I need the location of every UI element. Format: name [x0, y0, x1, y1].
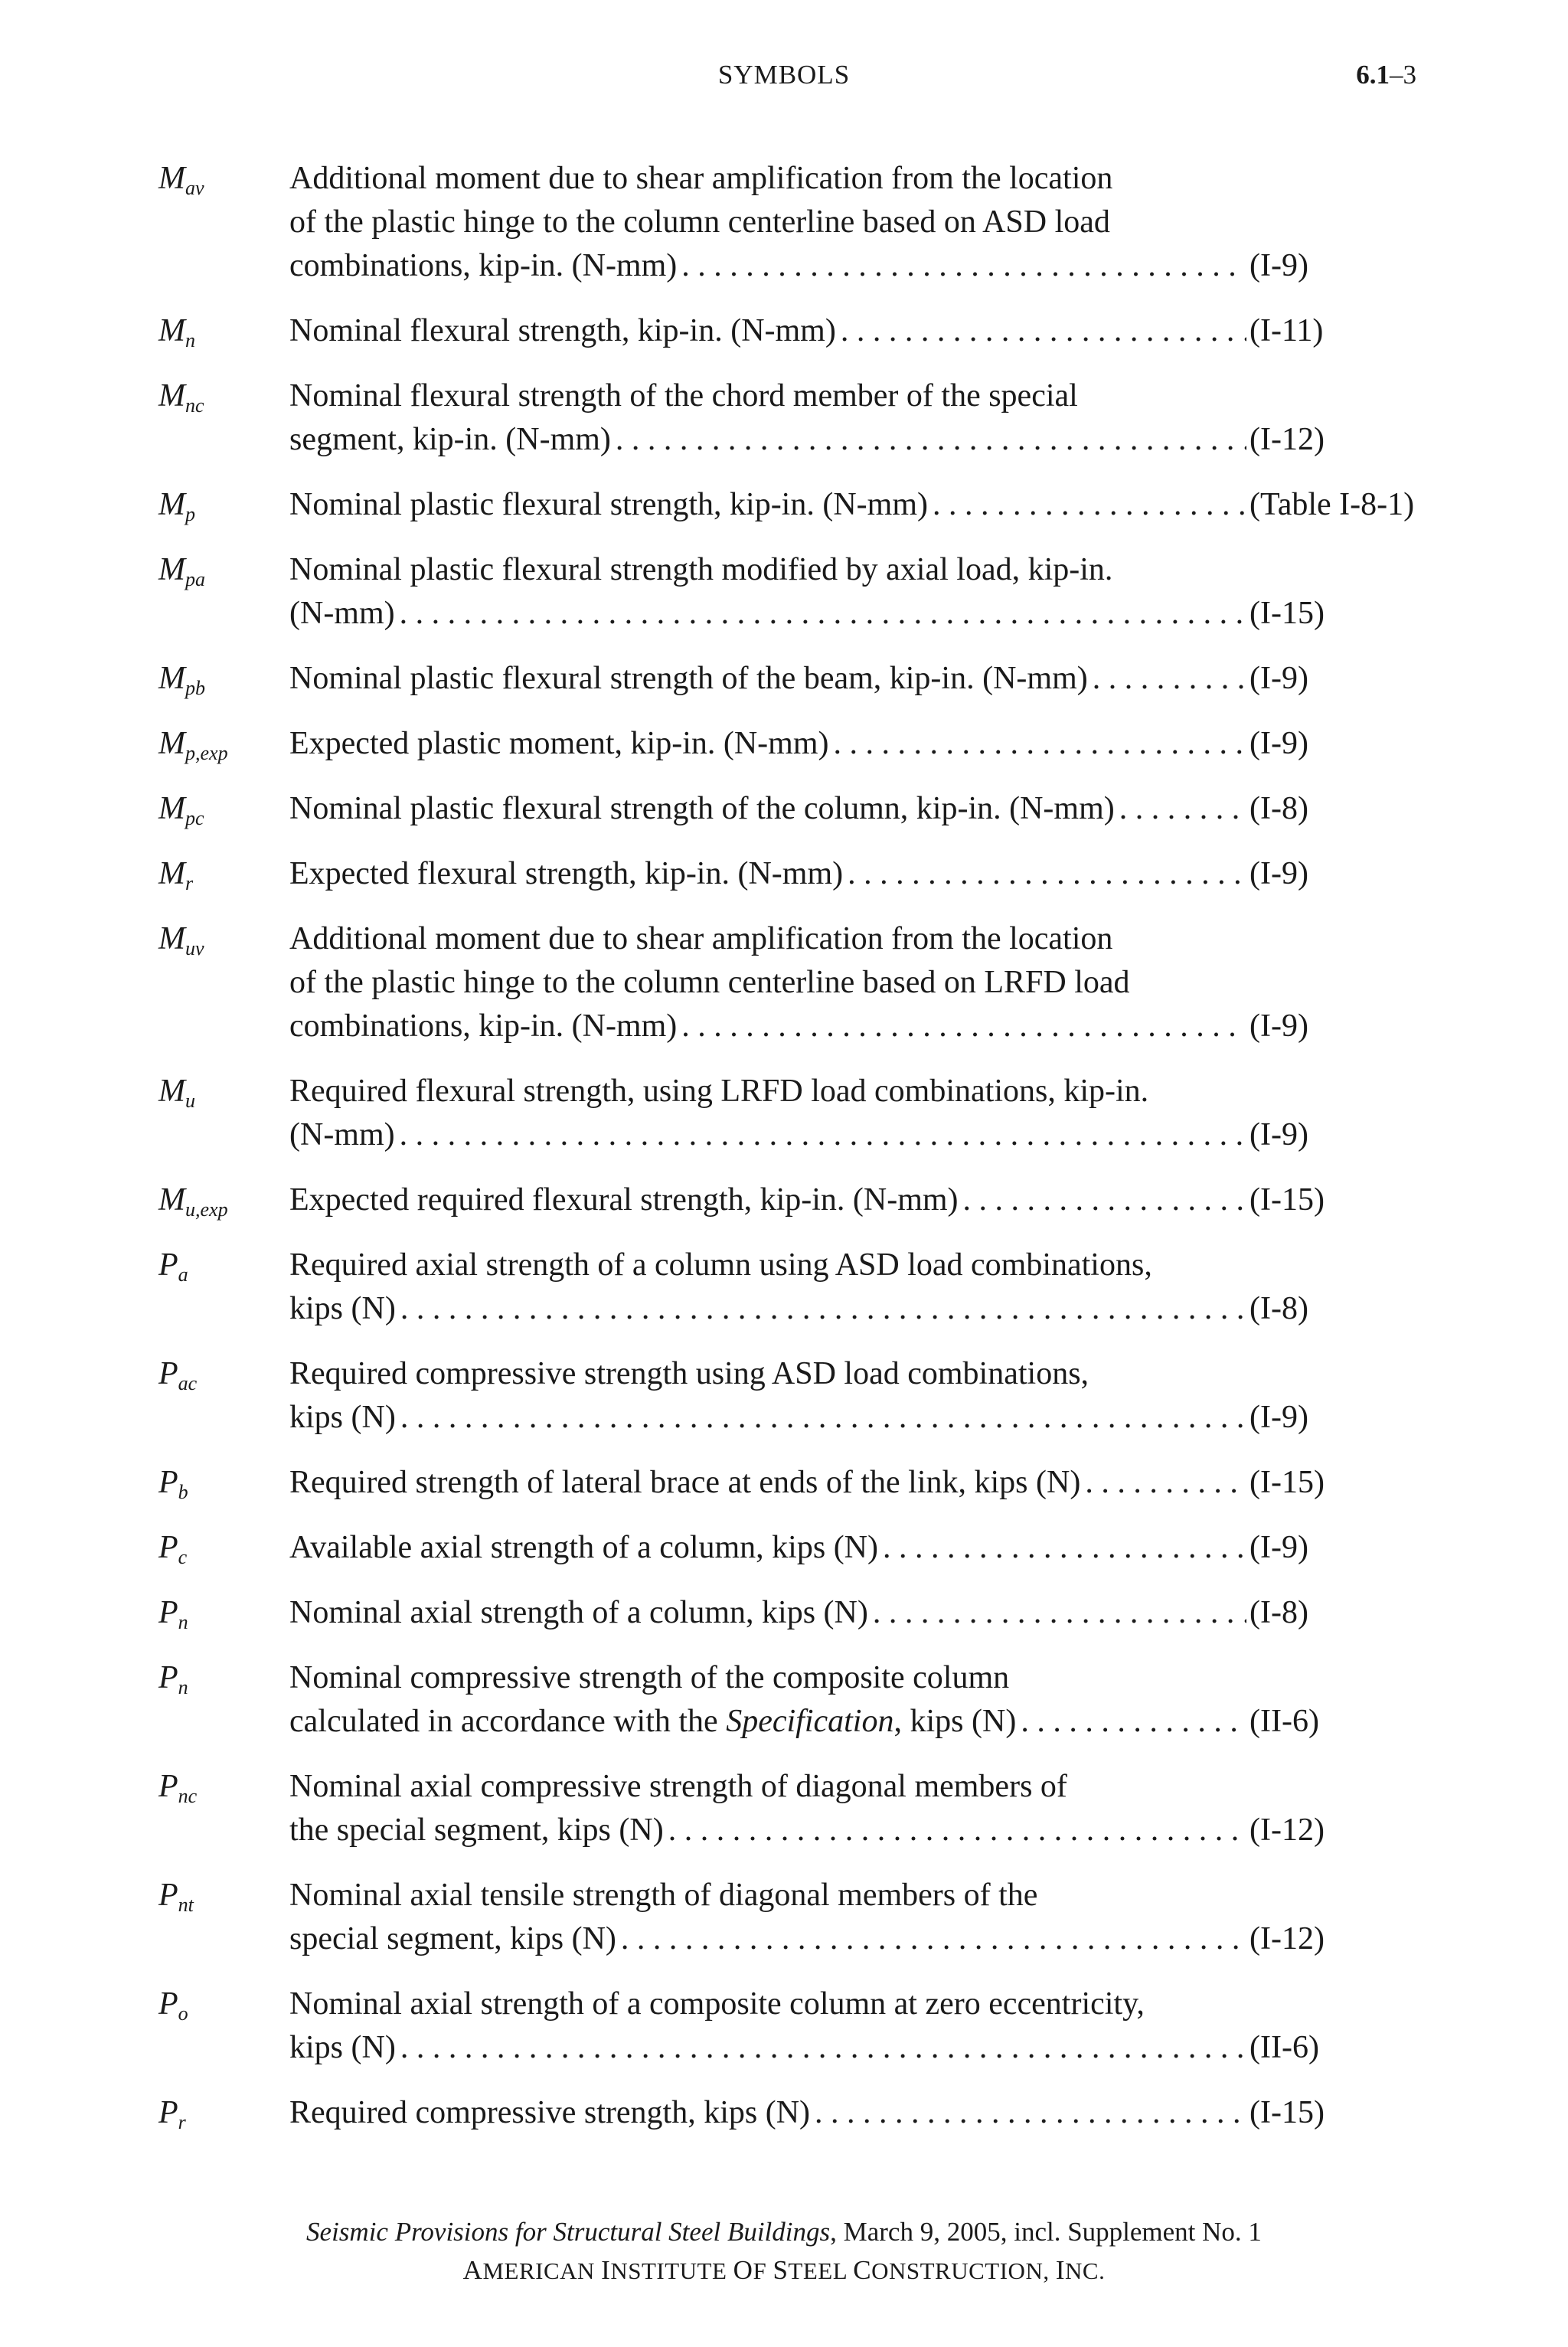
description-last-line: (N-mm): [289, 1117, 395, 1152]
symbol-base: M: [158, 378, 185, 414]
symbol-subscript: r: [185, 872, 194, 894]
symbol-entry: [158, 1352, 1422, 1440]
symbol-description: [289, 722, 1423, 766]
symbol-entry: [158, 1461, 1422, 1505]
symbol-entry: [158, 722, 1422, 766]
dot-leader: [1021, 1700, 1246, 1744]
symbol-entry: [158, 2091, 1422, 2135]
description-last-line: segment, kip-in. (N-mm): [289, 422, 611, 457]
section-reference: (I-15): [1250, 596, 1325, 631]
description-leader-line: [289, 1461, 1423, 1505]
section-reference: (I-11): [1250, 313, 1324, 348]
symbol: [158, 1874, 194, 1927]
description-last-line: calculated in accordance with the Specification, kips (N): [289, 1704, 1017, 1739]
symbol-base: P: [158, 1769, 178, 1804]
description-line: Additional moment due to shear amplification from the location: [289, 921, 1113, 956]
symbol-entry: [158, 548, 1422, 636]
description-last-line: Nominal plastic flexural strength of the beam, kip-in. (N-mm): [289, 661, 1088, 696]
symbol: [158, 157, 204, 210]
symbol-entry: [158, 1526, 1422, 1570]
symbol-entry: [158, 1070, 1422, 1157]
description-leader-line: [289, 1396, 1423, 1440]
symbol-description: [289, 787, 1423, 831]
symbol-description: [289, 157, 1423, 288]
dot-leader: [1119, 787, 1246, 831]
section-reference: (I-9): [1250, 661, 1308, 696]
symbol: [158, 374, 204, 427]
publisher-word: CONSTRUCTION,: [853, 2255, 1050, 2285]
dot-leader: [873, 1591, 1246, 1635]
description-leader-line: [289, 2091, 1423, 2135]
symbol-description: [289, 1526, 1423, 1570]
dot-leader: [1093, 657, 1246, 701]
footer-edition: , March 9, 2005, incl. Supplement No. 1: [830, 2217, 1262, 2247]
description-leader-line: [289, 1526, 1423, 1570]
dot-leader: [400, 1113, 1246, 1157]
description-last-line: kips (N): [289, 2030, 396, 2065]
symbol-entry: [158, 157, 1422, 288]
symbol-base: P: [158, 1465, 178, 1500]
symbol-subscript: a: [178, 1263, 188, 1286]
section-reference: (I-9): [1250, 1008, 1308, 1044]
section-reference: (I-9): [1250, 856, 1308, 891]
section-reference: (I-9): [1250, 1530, 1308, 1565]
symbol-entry: [158, 483, 1422, 527]
symbol-description: [289, 548, 1423, 636]
section-reference: (II-6): [1250, 2030, 1319, 2065]
dot-leader: [933, 483, 1246, 527]
description-leader-line: [289, 1591, 1423, 1635]
dot-leader: [621, 1917, 1246, 1961]
symbol-description: [289, 2091, 1423, 2135]
description-leader-line: [289, 1287, 1423, 1331]
description-last-line: Required strength of lateral brace at ends of the link, kips (N): [289, 1465, 1081, 1500]
description-leader-line: [289, 1005, 1423, 1048]
symbol-entry: [158, 1983, 1422, 2070]
symbol-base: P: [158, 1878, 178, 1913]
section-reference: (I-12): [1250, 422, 1325, 457]
symbol-base: M: [158, 661, 185, 696]
dot-leader: [681, 244, 1246, 288]
symbol: [158, 1656, 188, 1709]
description-last-line: Nominal axial strength of a column, kips (N): [289, 1595, 868, 1630]
page-number-section: 6.1: [1356, 60, 1390, 90]
symbol: [158, 548, 205, 601]
symbol: [158, 1244, 188, 1296]
dot-leader: [400, 1287, 1246, 1331]
symbol: [158, 722, 228, 775]
symbol-entry: [158, 309, 1422, 353]
symbol-subscript: n: [178, 1676, 188, 1698]
dot-leader: [963, 1178, 1246, 1222]
dot-leader: [400, 2026, 1246, 2070]
dot-leader: [400, 1396, 1246, 1440]
description-leader-line: [289, 722, 1423, 766]
symbol-base: M: [158, 487, 185, 522]
description-line: Required compressive strength using ASD load combinations,: [289, 1356, 1089, 1391]
symbol-description: [289, 309, 1423, 353]
symbol-subscript: p,exp: [185, 742, 228, 764]
description-line: Nominal compressive strength of the composite column: [289, 1660, 1010, 1695]
section-reference: (I-15): [1250, 1182, 1325, 1218]
dot-leader: [883, 1526, 1246, 1570]
description-last-line: kips (N): [289, 1400, 396, 1435]
symbol-list: [158, 157, 1422, 2156]
section-reference: (I-8): [1250, 1595, 1308, 1630]
symbol-description: [289, 1591, 1423, 1635]
section-reference: (I-9): [1250, 248, 1308, 283]
symbol-description: [289, 1656, 1423, 1744]
symbol-entry: [158, 1765, 1422, 1852]
symbol: [158, 1461, 188, 1514]
symbol-base: P: [158, 1356, 178, 1391]
symbol-subscript: ac: [178, 1372, 198, 1394]
description-leader-line: [289, 1700, 1423, 1744]
symbol: [158, 2091, 186, 2144]
symbol-entry: [158, 787, 1422, 831]
symbol-entry: [158, 852, 1422, 896]
description-line: Additional moment due to shear amplification from the location: [289, 161, 1113, 196]
section-reference: (I-9): [1250, 726, 1308, 761]
section-reference: (I-9): [1250, 1400, 1308, 1435]
description-line: of the plastic hinge to the column centerline based on LRFD load: [289, 965, 1130, 1000]
section-reference: (I-8): [1250, 791, 1308, 826]
section-reference: (Table I-8-1): [1250, 487, 1415, 522]
symbol: [158, 1591, 188, 1644]
dot-leader: [841, 309, 1246, 353]
symbol-base: M: [158, 921, 185, 956]
symbol-description: [289, 1070, 1423, 1157]
description-line: Nominal plastic flexural strength modified by axial load, kip-in.: [289, 552, 1113, 587]
description-leader-line: [289, 1178, 1423, 1222]
section-reference: (I-12): [1250, 1921, 1325, 1956]
dot-leader: [400, 592, 1246, 636]
section-reference: (I-15): [1250, 1465, 1325, 1500]
publisher-word: STEEL: [773, 2255, 847, 2285]
symbol-subscript: n: [185, 329, 195, 351]
symbol-description: [289, 1765, 1423, 1852]
description-leader-line: [289, 852, 1423, 896]
description-last-line: Expected flexural strength, kip-in. (N-mm): [289, 856, 844, 891]
symbol-base: P: [158, 2095, 178, 2130]
symbol-subscript: nc: [178, 1785, 198, 1807]
dot-leader: [848, 852, 1246, 896]
symbol-base: M: [158, 726, 185, 761]
section-reference: (I-12): [1250, 1813, 1325, 1848]
symbol-subscript: b: [178, 1481, 188, 1503]
description-last-line: kips (N): [289, 1291, 396, 1326]
description-leader-line: [289, 418, 1423, 462]
section-reference: (II-6): [1250, 1704, 1319, 1739]
symbol-entry: [158, 917, 1422, 1048]
symbol: [158, 1765, 197, 1818]
description-leader-line: [289, 1917, 1423, 1961]
description-last-line: Nominal plastic flexural strength, kip-in. (N-mm): [289, 487, 928, 522]
description-line: Nominal axial tensile strength of diagonal members of the: [289, 1878, 1038, 1913]
description-leader-line: [289, 309, 1423, 353]
symbol-subscript: c: [178, 1546, 188, 1568]
symbol-base: M: [158, 552, 185, 587]
symbol-subscript: pb: [185, 677, 205, 699]
symbol-description: [289, 1178, 1423, 1222]
description-last-line: special segment, kips (N): [289, 1921, 616, 1956]
footer-title: Seismic Provisions for Structural Steel Buildings: [306, 2217, 831, 2247]
description-line: Nominal axial compressive strength of diagonal members of: [289, 1769, 1067, 1804]
symbol-base: P: [158, 1247, 178, 1283]
symbol: [158, 1983, 188, 2035]
symbol-description: [289, 1244, 1423, 1331]
section-reference: (I-15): [1250, 2095, 1325, 2130]
page-number: [1356, 60, 1416, 90]
symbol-base: P: [158, 1660, 178, 1695]
symbol-description: [289, 1983, 1423, 2070]
description-line: Nominal axial strength of a composite column at zero eccentricity,: [289, 1986, 1145, 2022]
description-last-line: Required compressive strength, kips (N): [289, 2095, 811, 2130]
symbol-description: [289, 1352, 1423, 1440]
symbol-entry: [158, 1656, 1422, 1744]
symbol-base: P: [158, 1530, 178, 1565]
page-header: [0, 60, 1568, 100]
symbol-entry: [158, 1244, 1422, 1331]
symbol-base: M: [158, 313, 185, 348]
section-reference: (I-9): [1250, 1117, 1308, 1152]
description-last-line: Available axial strength of a column, kips (N): [289, 1530, 879, 1565]
symbol-base: M: [158, 161, 185, 196]
dot-leader: [1085, 1461, 1246, 1505]
symbol: [158, 787, 204, 840]
symbol: [158, 1352, 197, 1405]
symbol-description: [289, 1874, 1423, 1961]
symbol-base: M: [158, 1074, 185, 1109]
symbol-base: M: [158, 1182, 185, 1218]
symbol-base: P: [158, 1595, 178, 1630]
symbol: [158, 309, 195, 362]
symbol: [158, 1526, 187, 1579]
dot-leader: [681, 1005, 1246, 1048]
description-leader-line: [289, 657, 1423, 701]
description-line: Required flexural strength, using LRFD load combinations, kip-in.: [289, 1074, 1149, 1109]
symbol-subscript: n: [178, 1611, 188, 1633]
description-leader-line: [289, 787, 1423, 831]
dot-leader: [815, 2091, 1246, 2135]
description-leader-line: [289, 1113, 1423, 1157]
symbol: [158, 657, 205, 710]
symbol: [158, 852, 193, 905]
symbol-subscript: p: [185, 503, 195, 525]
symbol-description: [289, 483, 1423, 527]
symbol-subscript: nc: [185, 394, 204, 417]
symbol-description: [289, 374, 1423, 462]
symbol-subscript: av: [185, 177, 204, 199]
italic-reference: Specification: [726, 1704, 894, 1739]
symbol: [158, 1070, 195, 1123]
symbol-entry: [158, 374, 1422, 462]
running-head-title: SYMBOLS: [717, 60, 851, 90]
description-leader-line: [289, 244, 1423, 288]
symbol-base: M: [158, 791, 185, 826]
description-last-line: Expected plastic moment, kip-in. (N-mm): [289, 726, 829, 761]
symbol-subscript: r: [178, 2111, 186, 2133]
publisher-word: OF: [733, 2255, 767, 2285]
dot-leader: [833, 722, 1246, 766]
symbol-entry: [158, 657, 1422, 701]
description-last-line: the special segment, kips (N): [289, 1813, 664, 1848]
symbol-subscript: uv: [185, 937, 204, 959]
symbol: [158, 917, 204, 970]
symbol-base: P: [158, 1986, 178, 2022]
footer-publisher: [0, 2255, 1568, 2286]
symbol-subscript: pc: [185, 807, 204, 829]
section-reference: (I-8): [1250, 1291, 1308, 1326]
description-last-line: combinations, kip-in. (N-mm): [289, 248, 678, 283]
publisher-word: AMERICAN: [462, 2255, 595, 2285]
description-line: Required axial strength of a column using ASD load combinations,: [289, 1247, 1152, 1283]
description-line: Nominal flexural strength of the chord member of the special: [289, 378, 1078, 414]
symbol-subscript: pa: [185, 568, 205, 590]
description-last-line: (N-mm): [289, 596, 395, 631]
description-leader-line: [289, 592, 1423, 636]
symbol-subscript: u: [185, 1090, 195, 1112]
description-last-line: combinations, kip-in. (N-mm): [289, 1008, 678, 1044]
symbol-description: [289, 852, 1423, 896]
page-number-page: –3: [1390, 60, 1416, 90]
description-last-line: Expected required flexural strength, kip-in. (N-mm): [289, 1182, 959, 1218]
description-last-line: Nominal plastic flexural strength of the column, kip-in. (N-mm): [289, 791, 1115, 826]
symbol: [158, 1178, 228, 1231]
description-leader-line: [289, 2026, 1423, 2070]
dot-leader: [668, 1809, 1246, 1852]
symbol-entry: [158, 1591, 1422, 1635]
description-leader-line: [289, 483, 1423, 527]
dot-leader: [616, 418, 1246, 462]
symbol-entry: [158, 1874, 1422, 1961]
footer-citation: [0, 2217, 1568, 2247]
description-last-line: Nominal flexural strength, kip-in. (N-mm): [289, 313, 836, 348]
symbol: [158, 483, 195, 536]
publisher-word: INC.: [1055, 2255, 1106, 2285]
symbol-description: [289, 1461, 1423, 1505]
symbol-subscript: o: [178, 2002, 188, 2025]
symbol-subscript: nt: [178, 1894, 194, 1916]
symbol-subscript: u,exp: [185, 1198, 228, 1221]
publisher-word: INSTITUTE: [601, 2255, 727, 2285]
symbol-description: [289, 657, 1423, 701]
description-line: of the plastic hinge to the column centerline based on ASD load: [289, 204, 1110, 240]
symbol-base: M: [158, 856, 185, 891]
symbol-description: [289, 917, 1423, 1048]
description-leader-line: [289, 1809, 1423, 1852]
symbol-entry: [158, 1178, 1422, 1222]
